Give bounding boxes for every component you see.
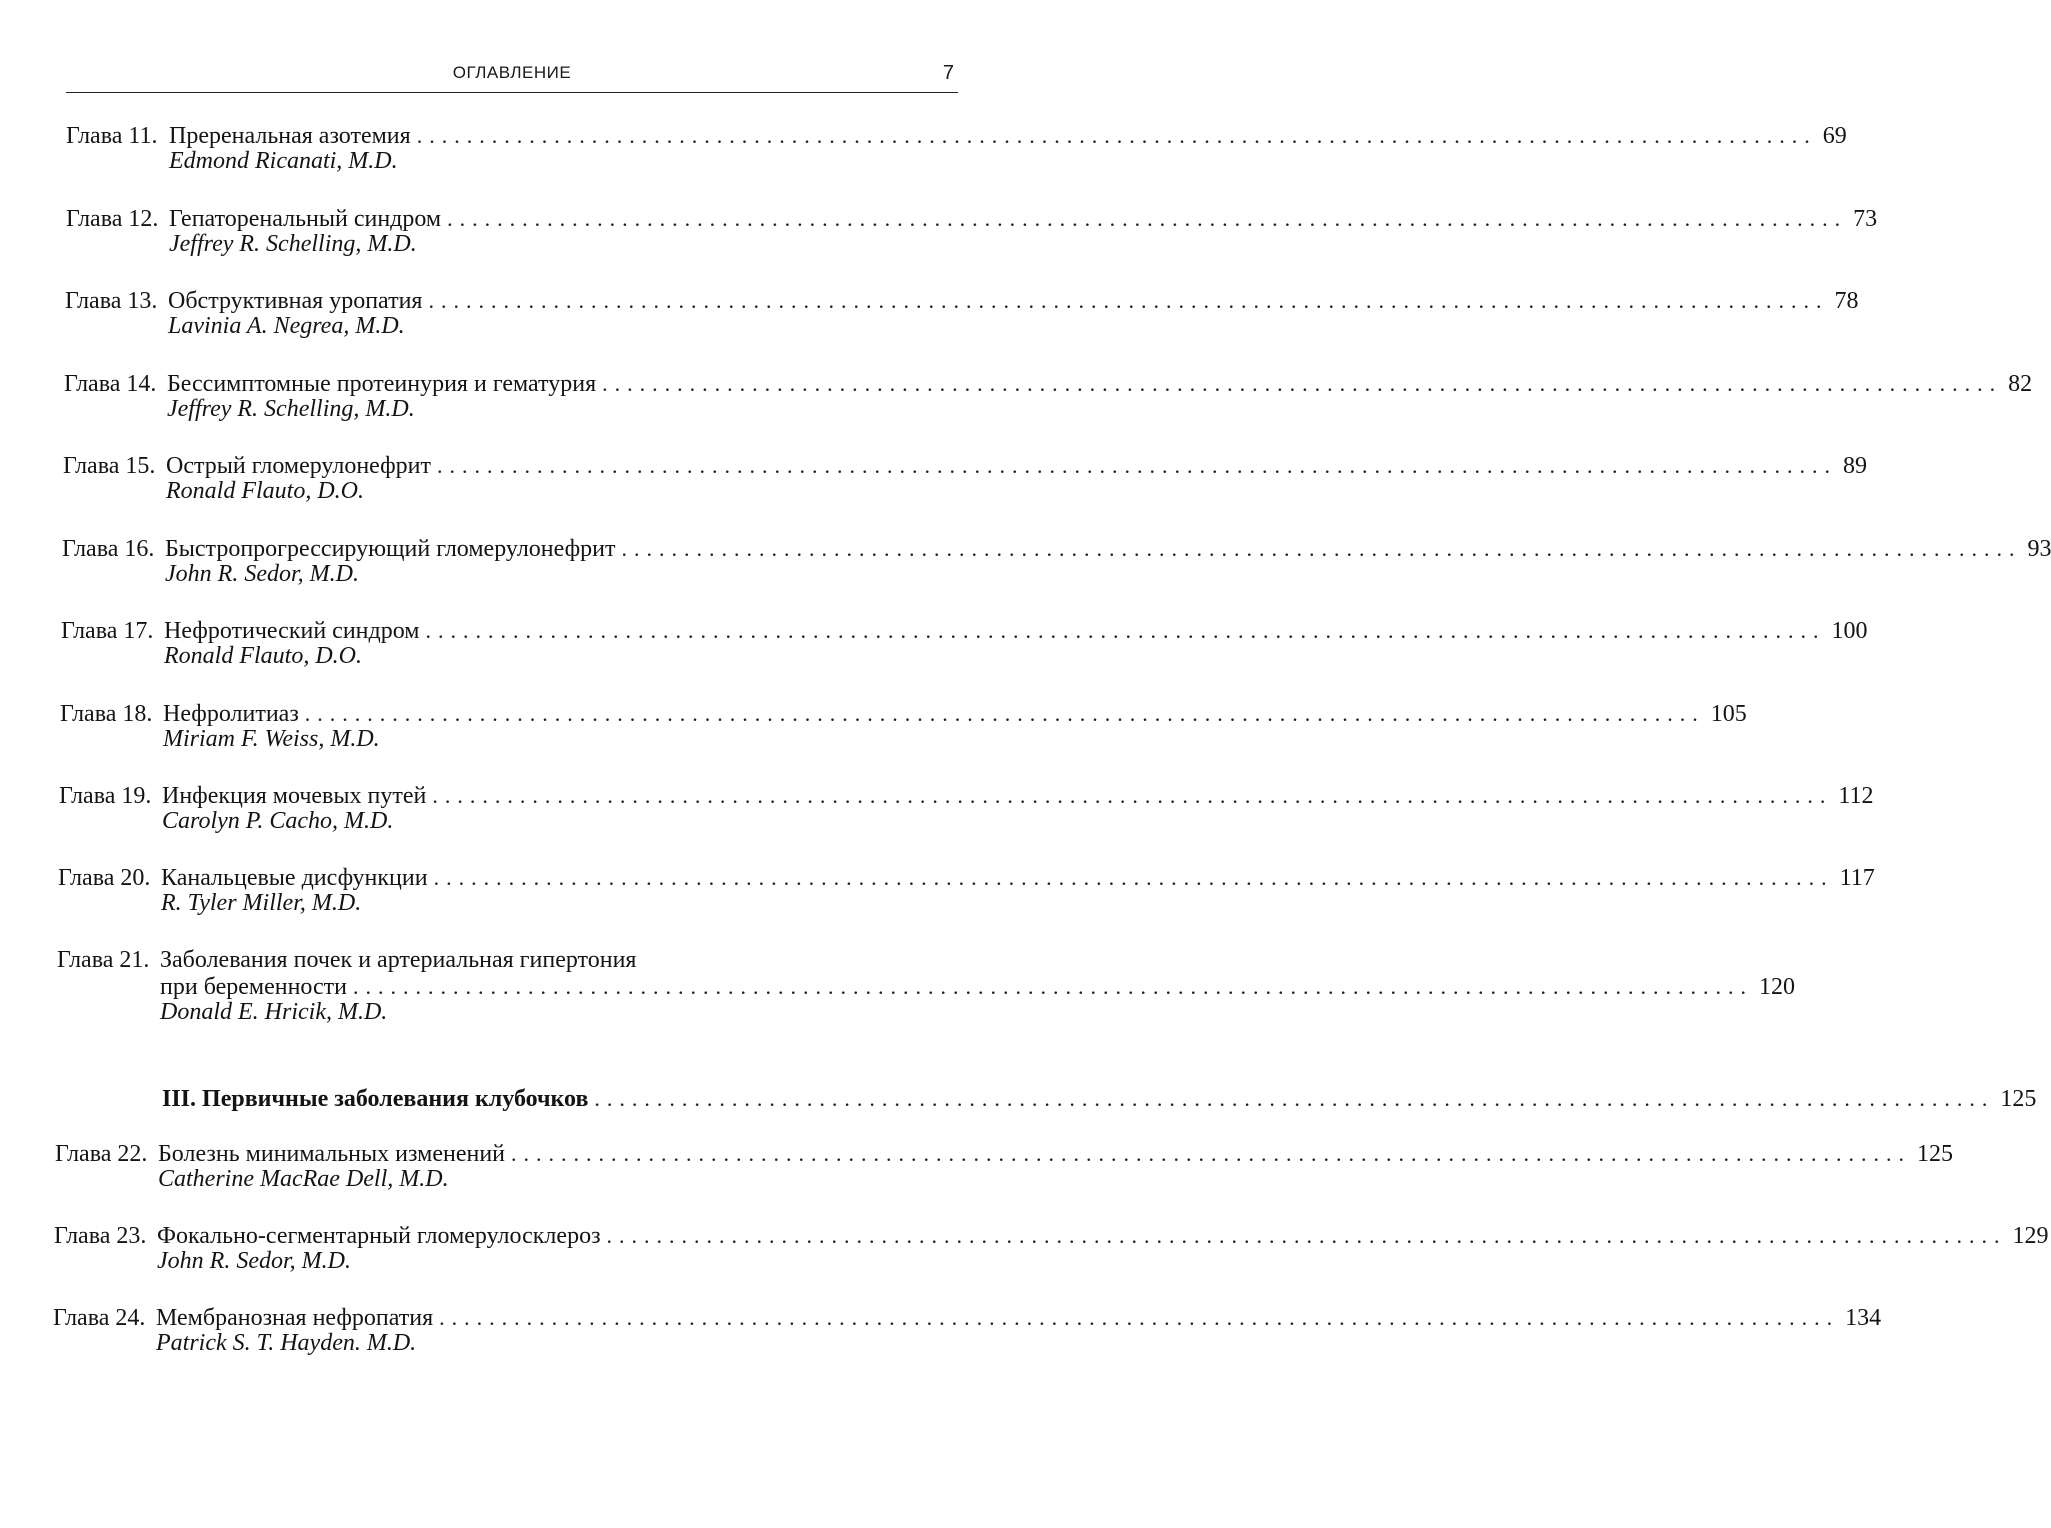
toc-section-heading[interactable] xyxy=(162,1085,2037,1113)
chapter-author: John R. Sedor, M.D. xyxy=(157,1248,351,1274)
chapter-label: Глава 21. xyxy=(57,947,150,973)
page-number: 89 xyxy=(1843,453,1867,479)
chapter-label: Глава 19. xyxy=(59,783,152,809)
chapter-title: Болезнь минимальных изменений xyxy=(158,1141,506,1167)
dot-leader: ................................................................................................................ xyxy=(425,618,1826,643)
page-number: 129 xyxy=(2012,1223,2049,1249)
chapter-author: R. Tyler Miller, M.D. xyxy=(161,890,362,916)
page-number: 125 xyxy=(2000,1086,2037,1112)
chapter-author: John R. Sedor, M.D. xyxy=(165,561,359,587)
chapter-title: Преренальная азотемия xyxy=(169,123,411,149)
chapter-title: Канальцевые дисфункции xyxy=(161,865,428,891)
chapter-title: Заболевания почек и артериальная гипертония xyxy=(160,947,637,973)
chapter-author: Lavinia A. Negrea, M.D. xyxy=(168,313,405,339)
page-number: 93 xyxy=(2027,536,2051,562)
chapter-author: Edmond Ricanati, M.D. xyxy=(169,148,398,174)
chapter-author: Donald E. Hricik, M.D. xyxy=(160,999,388,1025)
dot-leader: ................................................................................................................ xyxy=(353,974,1753,999)
header-page-number: 7 xyxy=(942,62,954,84)
chapter-label: Глава 11. xyxy=(66,123,158,149)
dot-leader: ................................................................................................................ xyxy=(433,865,1834,890)
running-header xyxy=(66,60,958,93)
dot-leader: ................................................................................................................ xyxy=(621,536,2022,561)
chapter-title: Бессимптомные протеинурия и гематурия xyxy=(167,371,597,397)
dot-leader: ................................................................................................................ xyxy=(606,1223,2007,1248)
chapter-author: Ronald Flauto, D.O. xyxy=(166,478,364,504)
page-number: 112 xyxy=(1838,783,1874,809)
chapter-author: Ronald Flauto, D.O. xyxy=(164,643,362,669)
page-number: 78 xyxy=(1834,288,1859,314)
page-number: 69 xyxy=(1822,123,1847,149)
chapter-label: Глава 12. xyxy=(66,206,159,232)
toc-entry-chapter-23[interactable] xyxy=(54,1222,2049,1282)
toc-entry-chapter-15[interactable] xyxy=(63,452,1867,512)
page-number: 120 xyxy=(1759,974,1795,1000)
dot-leader: ................................................................................................................ xyxy=(447,206,1848,231)
chapter-label: Глава 13. xyxy=(65,288,158,314)
chapter-title: Острый гломерулонефрит xyxy=(166,453,431,479)
chapter-label: Глава 14. xyxy=(64,371,157,397)
toc-entry-chapter-22[interactable] xyxy=(55,1140,1954,1200)
chapter-title: Мембранозная нефропатия xyxy=(156,1305,434,1331)
page-number: 125 xyxy=(1917,1141,1954,1167)
dot-leader: ................................................................................................................ xyxy=(416,123,1817,148)
toc-entry-chapter-14[interactable] xyxy=(64,370,2033,430)
dot-leader: ................................................................................................................ xyxy=(511,1141,1912,1166)
chapter-title: Обструктивная уропатия xyxy=(168,288,423,314)
section-title: III. Первичные заболевания клубочков xyxy=(162,1086,589,1112)
chapter-author: Jeffrey R. Schelling, M.D. xyxy=(167,396,415,422)
chapter-author: Miriam F. Weiss, M.D. xyxy=(163,726,380,752)
chapter-title-continued: при беременности xyxy=(160,974,347,1000)
chapter-label: Глава 22. xyxy=(55,1141,148,1167)
dot-leader: ................................................................................................................ xyxy=(304,701,1705,726)
chapter-label: Глава 17. xyxy=(61,618,154,644)
toc-entry-chapter-16[interactable] xyxy=(62,535,2051,595)
chapter-author: Catherine MacRae Dell, M.D. xyxy=(158,1166,449,1192)
page-number: 105 xyxy=(1710,701,1747,727)
toc-entry-chapter-17[interactable] xyxy=(61,617,1868,677)
chapter-author: Jeffrey R. Schelling, M.D. xyxy=(169,231,417,257)
dot-leader: ................................................................................................................ xyxy=(432,783,1833,808)
dot-leader: ................................................................................................................ xyxy=(439,1305,1840,1330)
chapter-label: Глава 24. xyxy=(53,1305,146,1331)
page-number: 100 xyxy=(1831,618,1868,644)
chapter-title: Фокально-сегментарный гломерулосклероз xyxy=(157,1223,601,1249)
toc-entry-chapter-24[interactable] xyxy=(53,1304,1882,1364)
chapter-title: Нефролитиаз xyxy=(163,701,299,727)
chapter-title: Быстропрогрессирующий гломерулонефрит xyxy=(165,536,616,562)
chapter-author: Patrick S. T. Hayden. M.D. xyxy=(156,1330,417,1356)
chapter-label: Глава 16. xyxy=(62,536,155,562)
page-number: 82 xyxy=(2008,371,2033,397)
toc-entry-chapter-19[interactable] xyxy=(59,782,1874,842)
chapter-label: Глава 15. xyxy=(63,453,156,479)
toc-entry-chapter-20[interactable] xyxy=(58,864,1875,924)
dot-leader: ................................................................................................................ xyxy=(437,453,1837,478)
toc-entry-chapter-11[interactable] xyxy=(66,122,1847,182)
chapter-title: Инфекция мочевых путей xyxy=(162,783,427,809)
header-title: ОГЛАВЛЕНИЕ xyxy=(452,63,572,82)
toc-entry-chapter-13[interactable] xyxy=(65,287,1859,347)
page-number: 134 xyxy=(1845,1305,1882,1331)
page-number: 117 xyxy=(1839,865,1875,891)
page-number: 73 xyxy=(1853,206,1878,232)
chapter-label: Глава 23. xyxy=(54,1223,147,1249)
chapter-author: Carolyn P. Cacho, M.D. xyxy=(162,808,394,834)
chapter-label: Глава 18. xyxy=(60,701,153,727)
toc-entry-chapter-21[interactable] xyxy=(57,946,1795,1034)
chapter-label: Глава 20. xyxy=(58,865,151,891)
toc-entry-chapter-18[interactable] xyxy=(60,700,1747,760)
dot-leader: ................................................................................................................ xyxy=(428,288,1829,313)
toc-entry-chapter-12[interactable] xyxy=(66,205,1878,265)
dot-leader: ................................................................................................................ xyxy=(594,1086,1995,1111)
dot-leader: ................................................................................................................ xyxy=(602,371,2003,396)
chapter-title: Нефротический синдром xyxy=(164,618,420,644)
chapter-title: Гепаторенальный синдром xyxy=(169,206,442,232)
